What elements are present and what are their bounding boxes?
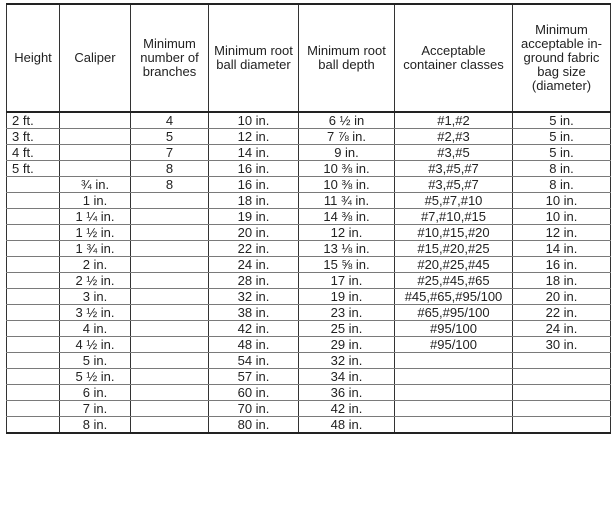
cell-root-ball-diameter: 70 in.: [209, 401, 299, 417]
cell-branches: 8: [131, 177, 209, 193]
cell-root-ball-diameter: 16 in.: [209, 177, 299, 193]
cell-caliper: 8 in.: [60, 417, 131, 434]
cell-branches: [131, 385, 209, 401]
cell-root-ball-depth: 10 ⅜ in.: [299, 161, 395, 177]
cell-height: [7, 273, 60, 289]
table-row: [7, 177, 611, 193]
cell-branches: [131, 273, 209, 289]
cell-branches: [131, 337, 209, 353]
cell-caliper: 2 in.: [60, 257, 131, 273]
cell-branches: [131, 401, 209, 417]
cell-caliper: 3 ½ in.: [60, 305, 131, 321]
cell-container-classes: #95/100: [395, 321, 513, 337]
header-min-branches: Minimum number of branches: [131, 4, 209, 112]
cell-container-classes: #45,#65,#95/100: [395, 289, 513, 305]
cell-root-ball-depth: 42 in.: [299, 401, 395, 417]
cell-fabric-bag-size: [513, 417, 611, 434]
cell-container-classes: [395, 353, 513, 369]
cell-branches: [131, 193, 209, 209]
cell-root-ball-depth: 15 ⅝ in.: [299, 257, 395, 273]
cell-branches: [131, 369, 209, 385]
cell-fabric-bag-size: 8 in.: [513, 177, 611, 193]
table-row: [7, 401, 611, 417]
cell-root-ball-diameter: 24 in.: [209, 257, 299, 273]
cell-caliper: [60, 161, 131, 177]
cell-caliper: 4 ½ in.: [60, 337, 131, 353]
cell-container-classes: [395, 417, 513, 434]
cell-root-ball-diameter: 16 in.: [209, 161, 299, 177]
cell-fabric-bag-size: [513, 385, 611, 401]
cell-root-ball-depth: 23 in.: [299, 305, 395, 321]
cell-root-ball-diameter: 18 in.: [209, 193, 299, 209]
header-min-root-ball-depth: Minimum root ball depth: [299, 4, 395, 112]
cell-fabric-bag-size: 5 in.: [513, 129, 611, 145]
cell-branches: 8: [131, 161, 209, 177]
table-row: [7, 161, 611, 177]
cell-caliper: 5 in.: [60, 353, 131, 369]
cell-root-ball-diameter: 38 in.: [209, 305, 299, 321]
cell-root-ball-diameter: 10 in.: [209, 112, 299, 129]
cell-root-ball-diameter: 48 in.: [209, 337, 299, 353]
nursery-stock-spec-table: [6, 3, 611, 434]
cell-container-classes: #95/100: [395, 337, 513, 353]
cell-root-ball-depth: 10 ⅜ in.: [299, 177, 395, 193]
cell-height: [7, 417, 60, 434]
table-row: [7, 273, 611, 289]
cell-container-classes: #1,#2: [395, 112, 513, 129]
cell-height: [7, 321, 60, 337]
cell-fabric-bag-size: 18 in.: [513, 273, 611, 289]
table-row: [7, 369, 611, 385]
cell-root-ball-depth: 9 in.: [299, 145, 395, 161]
cell-branches: [131, 209, 209, 225]
table-row: [7, 241, 611, 257]
cell-root-ball-diameter: 80 in.: [209, 417, 299, 434]
cell-fabric-bag-size: [513, 401, 611, 417]
cell-container-classes: #20,#25,#45: [395, 257, 513, 273]
cell-branches: [131, 305, 209, 321]
cell-root-ball-depth: 29 in.: [299, 337, 395, 353]
cell-root-ball-depth: 13 ⅛ in.: [299, 241, 395, 257]
cell-root-ball-diameter: 20 in.: [209, 225, 299, 241]
table-row: [7, 145, 611, 161]
cell-height: [7, 225, 60, 241]
cell-caliper: 1 ¼ in.: [60, 209, 131, 225]
cell-caliper: 1 in.: [60, 193, 131, 209]
cell-height: 2 ft.: [7, 112, 60, 129]
cell-root-ball-depth: 11 ¾ in.: [299, 193, 395, 209]
cell-root-ball-diameter: 14 in.: [209, 145, 299, 161]
header-caliper: Caliper: [60, 4, 131, 112]
table-row: [7, 209, 611, 225]
table-row: [7, 385, 611, 401]
cell-container-classes: #15,#20,#25: [395, 241, 513, 257]
cell-fabric-bag-size: 16 in.: [513, 257, 611, 273]
table-row: [7, 353, 611, 369]
table-row: [7, 112, 611, 129]
cell-branches: [131, 321, 209, 337]
cell-height: [7, 353, 60, 369]
header-height: Height: [7, 4, 60, 112]
cell-fabric-bag-size: 8 in.: [513, 161, 611, 177]
cell-root-ball-diameter: 42 in.: [209, 321, 299, 337]
cell-root-ball-diameter: 19 in.: [209, 209, 299, 225]
cell-root-ball-diameter: 54 in.: [209, 353, 299, 369]
cell-height: 3 ft.: [7, 129, 60, 145]
cell-root-ball-depth: 48 in.: [299, 417, 395, 434]
cell-branches: 7: [131, 145, 209, 161]
cell-container-classes: #2,#3: [395, 129, 513, 145]
cell-branches: [131, 289, 209, 305]
cell-caliper: 5 ½ in.: [60, 369, 131, 385]
cell-fabric-bag-size: 30 in.: [513, 337, 611, 353]
cell-root-ball-diameter: 28 in.: [209, 273, 299, 289]
cell-height: [7, 305, 60, 321]
cell-root-ball-diameter: 32 in.: [209, 289, 299, 305]
cell-height: [7, 177, 60, 193]
table-row: [7, 305, 611, 321]
cell-branches: 5: [131, 129, 209, 145]
cell-root-ball-diameter: 60 in.: [209, 385, 299, 401]
cell-container-classes: #25,#45,#65: [395, 273, 513, 289]
cell-fabric-bag-size: [513, 369, 611, 385]
cell-fabric-bag-size: 22 in.: [513, 305, 611, 321]
cell-caliper: 1 ½ in.: [60, 225, 131, 241]
cell-fabric-bag-size: 10 in.: [513, 193, 611, 209]
table-row: [7, 321, 611, 337]
cell-height: [7, 289, 60, 305]
table-row: [7, 225, 611, 241]
table-row: [7, 289, 611, 305]
header-fabric-bag-size: Minimum acceptable in-ground fabric bag size (diameter): [513, 4, 611, 112]
cell-container-classes: #7,#10,#15: [395, 209, 513, 225]
cell-height: [7, 401, 60, 417]
cell-root-ball-depth: 25 in.: [299, 321, 395, 337]
cell-height: 5 ft.: [7, 161, 60, 177]
cell-caliper: 6 in.: [60, 385, 131, 401]
cell-root-ball-depth: 17 in.: [299, 273, 395, 289]
table-row: [7, 257, 611, 273]
cell-caliper: [60, 145, 131, 161]
cell-height: [7, 337, 60, 353]
cell-root-ball-depth: 19 in.: [299, 289, 395, 305]
cell-branches: [131, 225, 209, 241]
cell-root-ball-depth: 12 in.: [299, 225, 395, 241]
cell-root-ball-depth: 6 ½ in: [299, 112, 395, 129]
cell-root-ball-depth: 36 in.: [299, 385, 395, 401]
cell-branches: [131, 417, 209, 434]
table-header-row: [7, 4, 611, 112]
cell-container-classes: #10,#15,#20: [395, 225, 513, 241]
cell-root-ball-depth: 7 ⅞ in.: [299, 129, 395, 145]
table-row: [7, 129, 611, 145]
header-min-root-ball-diameter: Minimum root ball diameter: [209, 4, 299, 112]
cell-root-ball-diameter: 12 in.: [209, 129, 299, 145]
cell-container-classes: [395, 401, 513, 417]
cell-container-classes: [395, 369, 513, 385]
header-container-classes: Acceptable container classes: [395, 4, 513, 112]
cell-container-classes: #3,#5: [395, 145, 513, 161]
cell-fabric-bag-size: 24 in.: [513, 321, 611, 337]
cell-container-classes: #5,#7,#10: [395, 193, 513, 209]
cell-fabric-bag-size: 14 in.: [513, 241, 611, 257]
cell-container-classes: #3,#5,#7: [395, 177, 513, 193]
cell-root-ball-depth: 32 in.: [299, 353, 395, 369]
cell-root-ball-depth: 14 ⅜ in.: [299, 209, 395, 225]
cell-caliper: ¾ in.: [60, 177, 131, 193]
cell-height: [7, 241, 60, 257]
cell-container-classes: #3,#5,#7: [395, 161, 513, 177]
cell-height: [7, 193, 60, 209]
cell-caliper: 1 ¾ in.: [60, 241, 131, 257]
cell-fabric-bag-size: 10 in.: [513, 209, 611, 225]
cell-root-ball-depth: 34 in.: [299, 369, 395, 385]
cell-fabric-bag-size: 5 in.: [513, 145, 611, 161]
cell-caliper: [60, 112, 131, 129]
cell-fabric-bag-size: 5 in.: [513, 112, 611, 129]
table-row: [7, 337, 611, 353]
cell-height: [7, 369, 60, 385]
cell-height: 4 ft.: [7, 145, 60, 161]
cell-branches: [131, 353, 209, 369]
cell-root-ball-diameter: 57 in.: [209, 369, 299, 385]
cell-caliper: 4 in.: [60, 321, 131, 337]
table-body: [7, 112, 611, 433]
cell-height: [7, 209, 60, 225]
cell-caliper: 2 ½ in.: [60, 273, 131, 289]
table-row: [7, 193, 611, 209]
cell-branches: [131, 241, 209, 257]
cell-fabric-bag-size: 20 in.: [513, 289, 611, 305]
cell-branches: [131, 257, 209, 273]
table-row: [7, 417, 611, 434]
cell-caliper: [60, 129, 131, 145]
cell-root-ball-diameter: 22 in.: [209, 241, 299, 257]
cell-height: [7, 257, 60, 273]
cell-caliper: 3 in.: [60, 289, 131, 305]
cell-container-classes: [395, 385, 513, 401]
cell-branches: 4: [131, 112, 209, 129]
cell-caliper: 7 in.: [60, 401, 131, 417]
cell-container-classes: #65,#95/100: [395, 305, 513, 321]
cell-height: [7, 385, 60, 401]
cell-fabric-bag-size: 12 in.: [513, 225, 611, 241]
cell-fabric-bag-size: [513, 353, 611, 369]
